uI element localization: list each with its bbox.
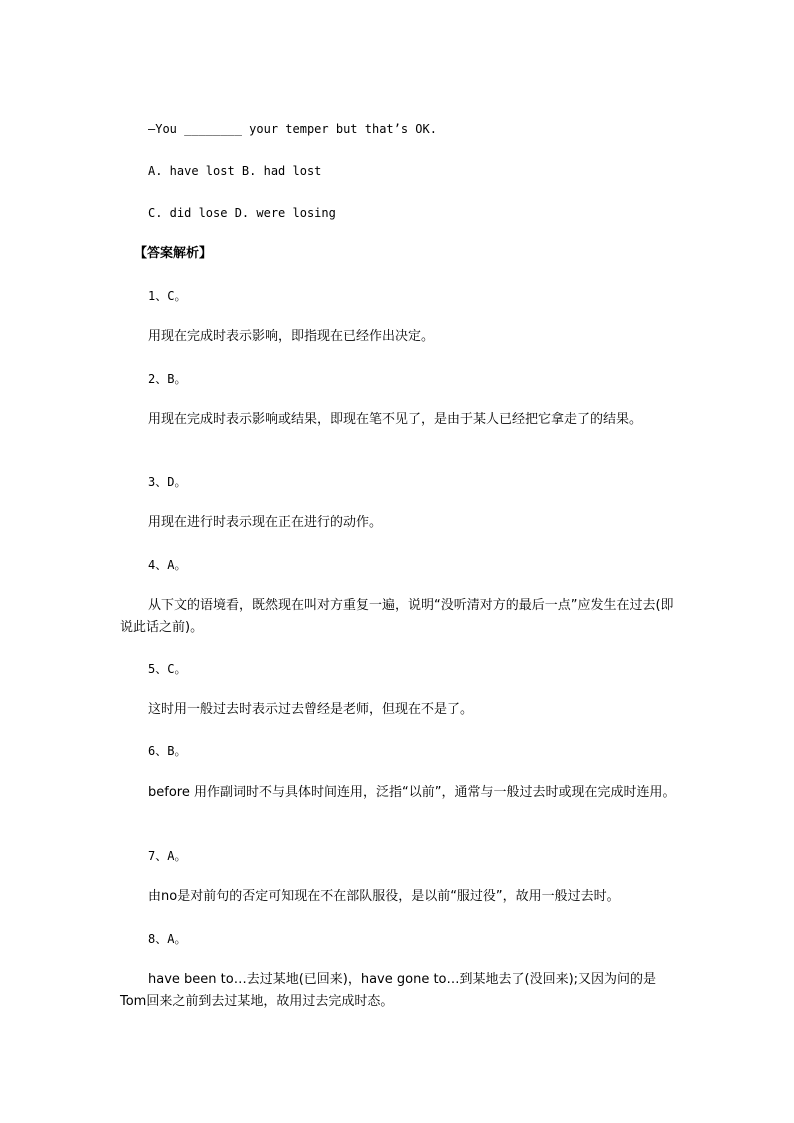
answer-number-2: 2、B。 <box>148 372 187 386</box>
answer-explanation-6: before 用作副词时不与具体时间连用，泛指“以前”，通常与一般过去时或现在完成时连用。 <box>148 785 676 800</box>
answer-explanation-8: have been to…去过某地(已回来)，have gone to…到某地去了(没回来);又因为问的是Tom回来之前到去过某地，故用过去完成时态。 <box>120 972 657 1009</box>
answer-explanation-4: 从下文的语境看，既然现在叫对方重复一遍，说明“没听清对方的最后一点”应发生在过去(即说此话之前)。 <box>120 598 674 635</box>
question-options-ab: A. have lost B. had lost <box>148 164 322 178</box>
answer-explanation-5: 这时用一般过去时表示过去曾经是老师，但现在不是了。 <box>148 702 474 717</box>
question-options-cd: C. did lose D. were losing <box>148 206 336 220</box>
answer-number-3: 3、D。 <box>148 475 187 489</box>
answer-number-6: 6、B。 <box>148 744 187 758</box>
answer-number-8: 8、A。 <box>148 932 187 946</box>
answer-heading: 【答案解析】 <box>134 246 213 261</box>
answer-explanation-7: 由no是对前句的否定可知现在不在部队服役，是以前“服过役”，故用一般过去时。 <box>148 889 620 904</box>
answer-number-4: 4、A。 <box>148 558 187 572</box>
answer-number-7: 7、A。 <box>148 849 187 863</box>
answer-explanation-3: 用现在进行时表示现在正在进行的动作。 <box>148 515 383 530</box>
answer-number-1: 1、C。 <box>148 289 187 303</box>
question-prompt: —You ________ your temper but that’s OK. <box>148 122 437 136</box>
answer-explanation-1: 用现在完成时表示影响，即指现在已经作出决定。 <box>148 329 435 344</box>
answer-number-5: 5、C。 <box>148 662 187 676</box>
answer-explanation-2: 用现在完成时表示影响或结果，即现在笔不见了，是由于某人已经把它拿走了的结果。 <box>148 412 643 427</box>
